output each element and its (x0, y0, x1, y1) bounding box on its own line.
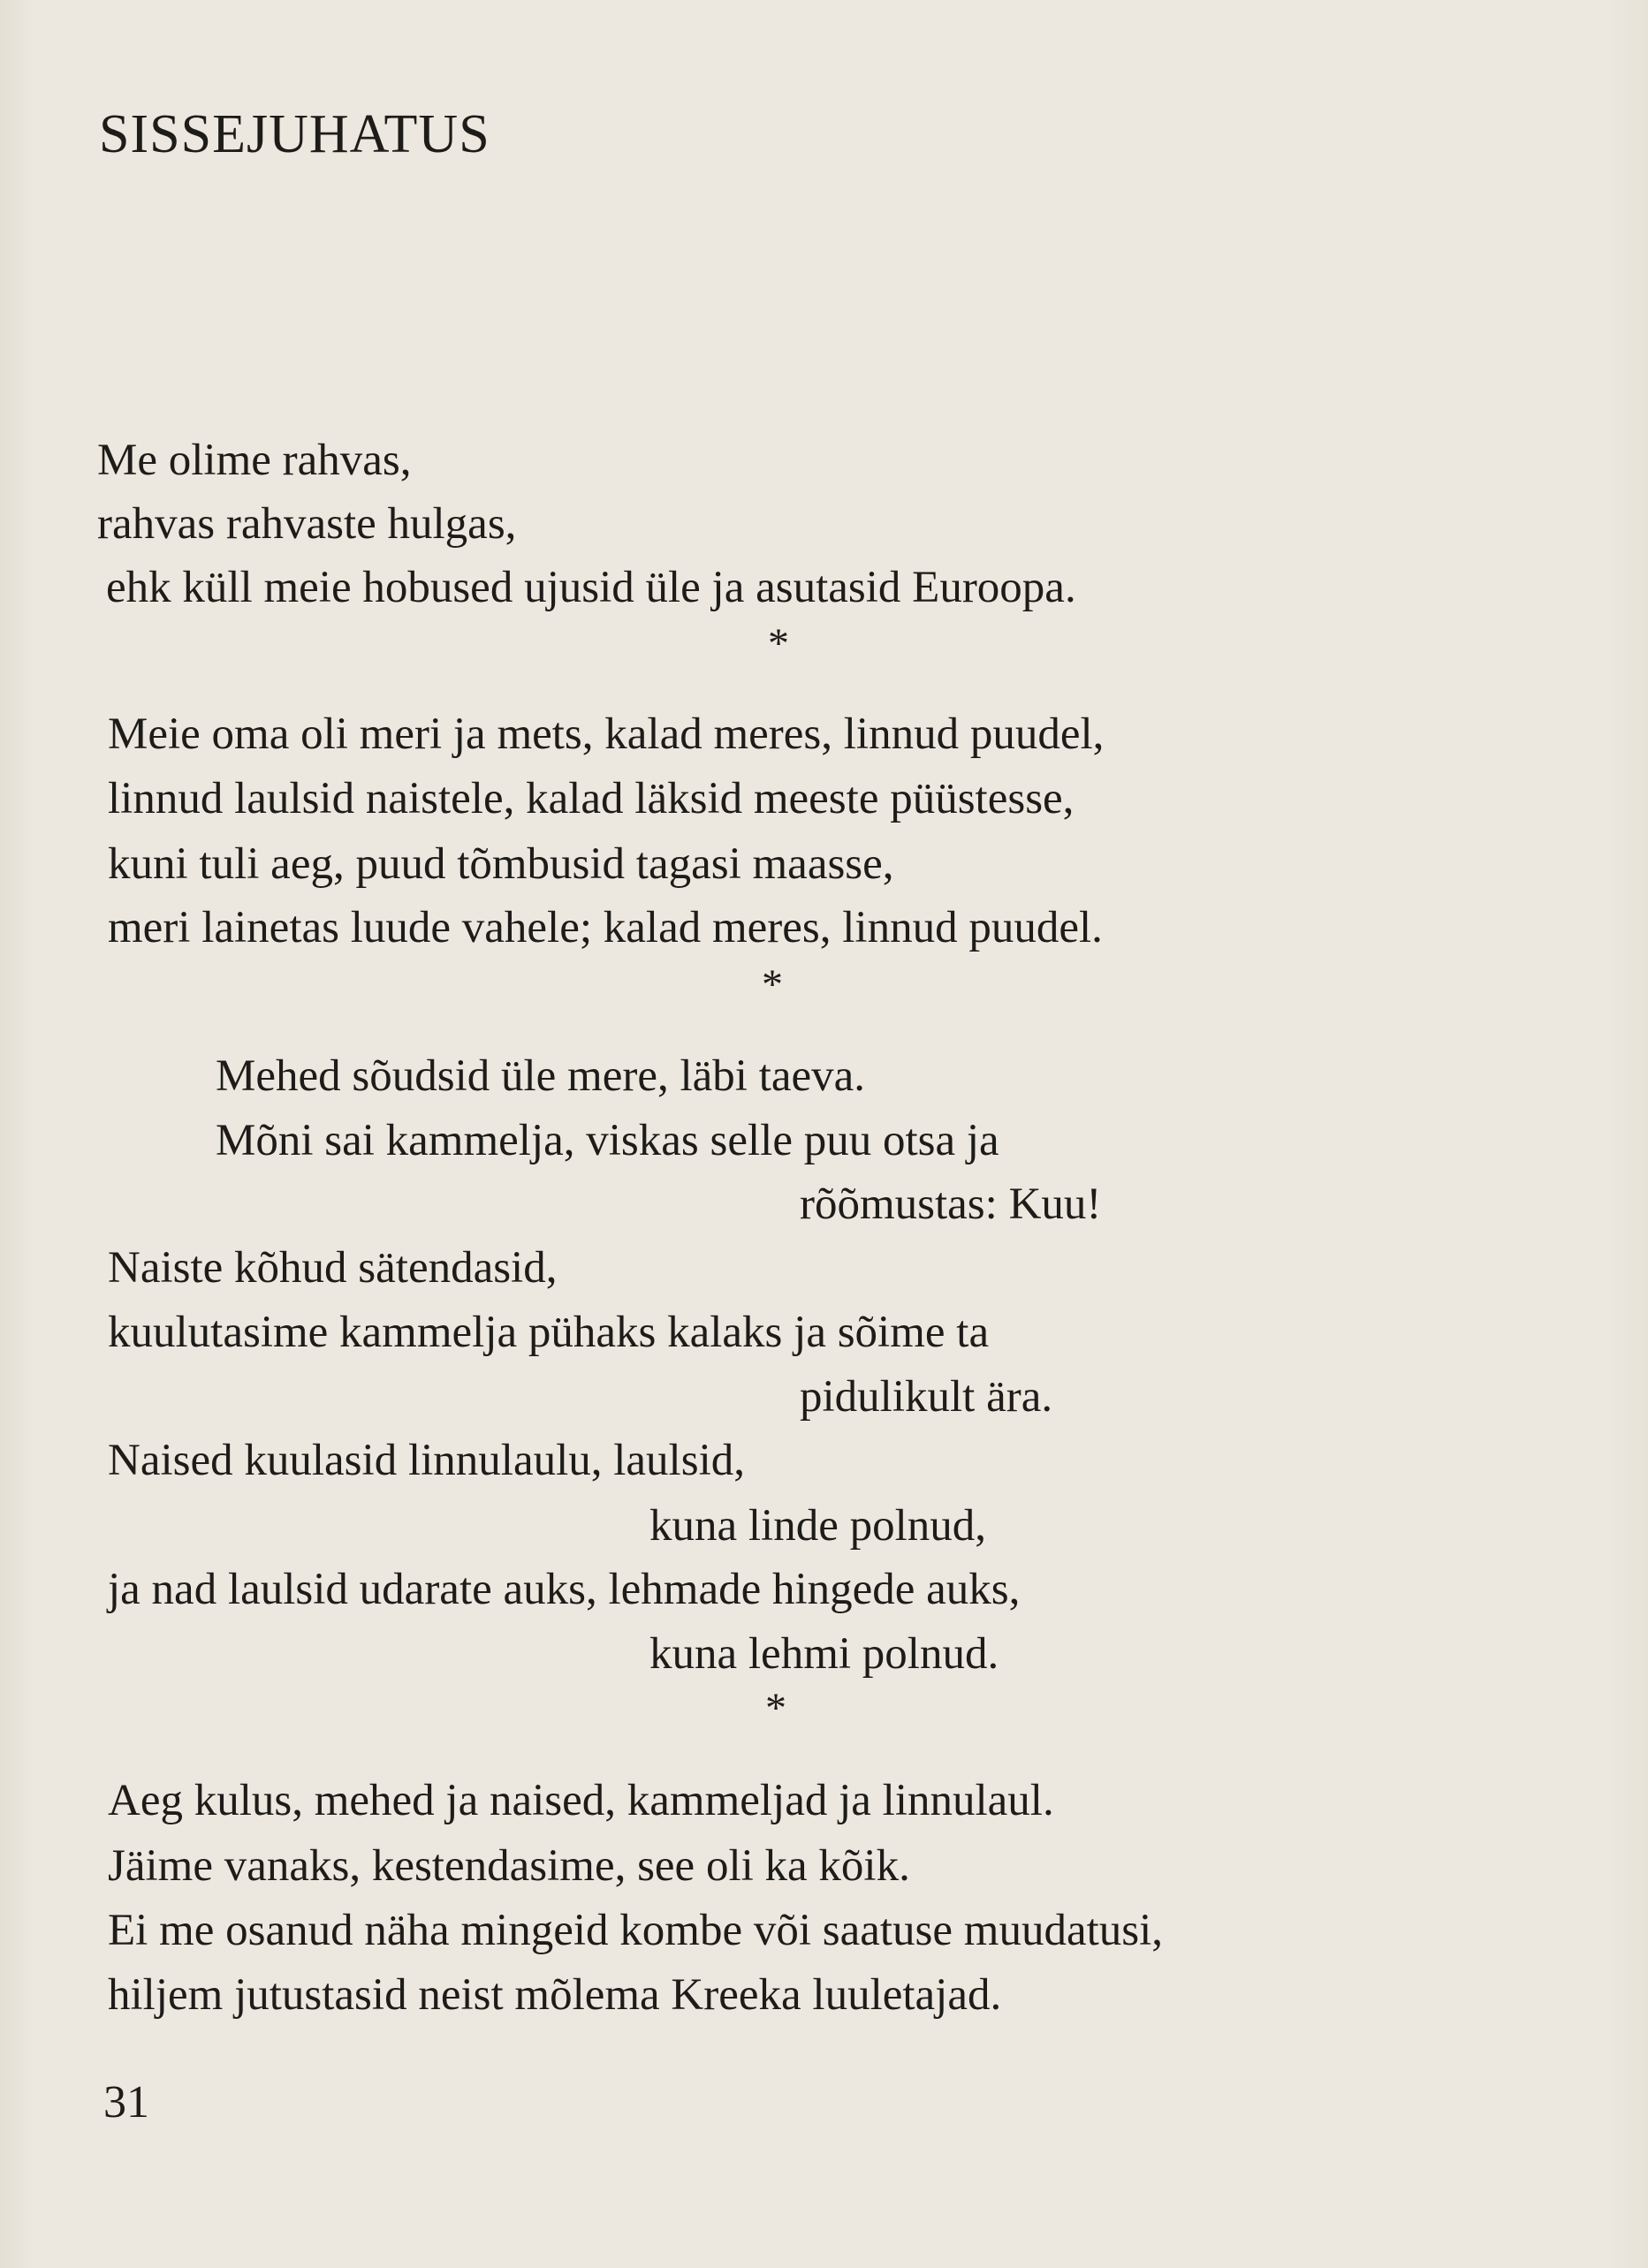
poem-line: pidulikult ära. (800, 1372, 1053, 1422)
poem-line: kuulutasime kammelja pühaks kalaks ja sõime ta (108, 1308, 990, 1357)
poem-line: linnud laulsid naistele, kalad läksid meeste püüstesse, (108, 774, 1075, 823)
stanza-separator: * (765, 1685, 786, 1732)
stanza-separator: * (768, 620, 789, 667)
page-number: 31 (103, 2077, 149, 2128)
poem-line: rõõmustas: Kuu! (800, 1180, 1102, 1229)
poem-line: kuna lehmi polnud. (649, 1629, 999, 1679)
poem-line: Naised kuulasid linnulaulu, laulsid, (108, 1436, 745, 1485)
poem-line: Meie oma oli meri ja mets, kalad meres, linnud puudel, (108, 709, 1105, 759)
poem-line: kuni tuli aeg, puud tõmbusid tagasi maasse, (108, 839, 894, 889)
poem-line: ja nad laulsid udarate auks, lehmade hingede auks, (108, 1565, 1021, 1614)
poem-line: Ei me osanud näha mingeid kombe või saatuse muudatusi, (108, 1906, 1164, 1955)
poem-line: Jäime vanaks, kestendasime, see oli ka kõik. (108, 1841, 910, 1891)
poem-line: Mehed sõudsid üle mere, läbi taeva. (216, 1051, 866, 1101)
poem-line: Aeg kulus, mehed ja naised, kammeljad ja linnulaul. (108, 1776, 1054, 1825)
poem-line: Naiste kõhud sätendasid, (108, 1243, 558, 1293)
poem-line: hiljem jutustasid neist mõlema Kreeka luuletajad. (108, 1970, 1002, 2020)
poem-title: SISSEJUHATUS (99, 104, 490, 164)
poem-line: ehk küll meie hobused ujusid üle ja asutasid Euroopa. (106, 563, 1076, 612)
poem-line: Mõni sai kammelja, viskas selle puu otsa ja (216, 1116, 999, 1165)
poem-line: rahvas rahvaste hulgas, (97, 499, 517, 549)
poem-line: Me olime rahvas, (97, 436, 412, 485)
poem-line: kuna linde polnud, (649, 1501, 987, 1551)
stanza-separator: * (762, 961, 783, 1008)
poem-line: meri lainetas luude vahele; kalad meres, linnud puudel. (108, 903, 1103, 952)
